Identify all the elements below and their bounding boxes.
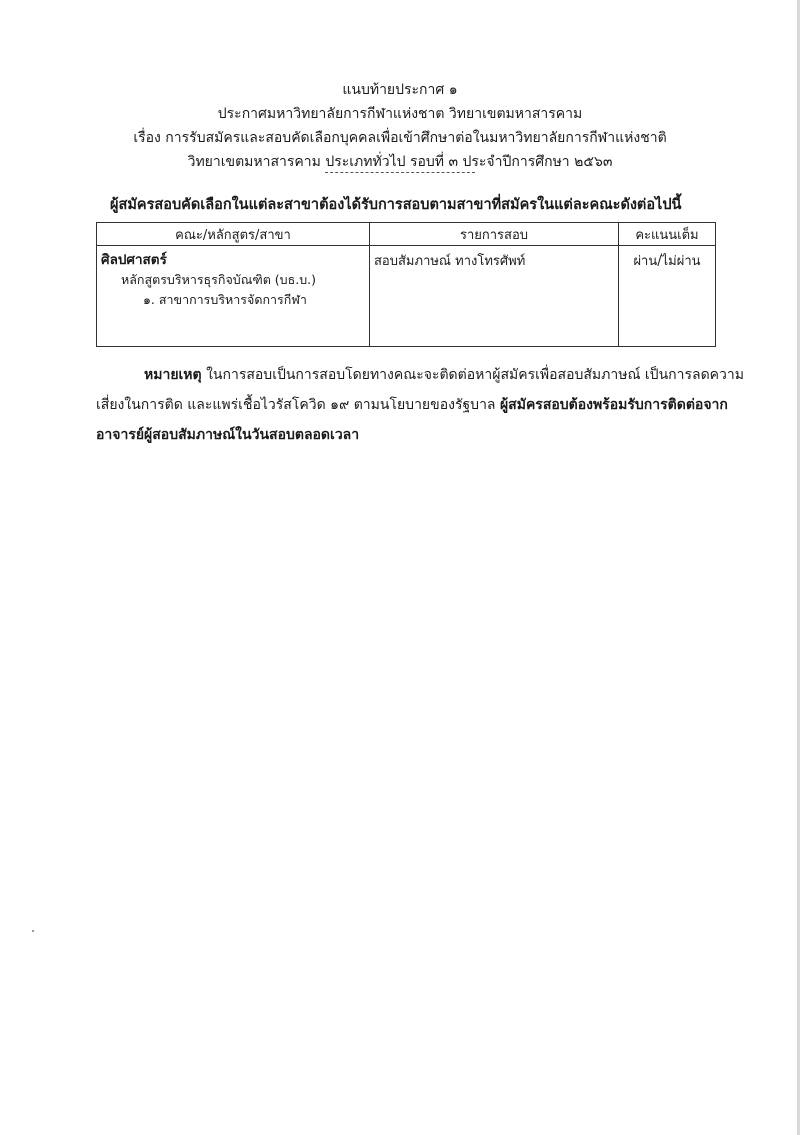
table-header-row (97, 223, 716, 246)
header-score: คะแนนเต็ม (619, 223, 716, 246)
faculty-cell (97, 246, 370, 347)
major-name: ๑. สาขาการบริหารจัดการกีฬา (143, 292, 307, 307)
exam-cell: สอบสัมภาษณ์ ทางโทรศัพท์ (370, 246, 619, 347)
faculty-name: ศิลปศาสตร์ (101, 252, 167, 268)
header-faculty: คณะ/หลักสูตร/สาขา (97, 223, 370, 246)
intro-text: ผู้สมัครสอบคัดเลือกในแต่ละสาขาต้องได้รับการสอบตามสาขาที่สมัครในแต่ละคณะดังต่อไปนี้ (110, 197, 682, 213)
score-cell: ผ่าน/ไม่ผ่าน (619, 246, 716, 347)
table-row (97, 246, 716, 347)
remark-section (96, 360, 744, 450)
announcement-subject: เรื่อง การรับสมัครและสอบคัดเลือกบุคคลเพื่อเข้าศึกษาต่อในมหาวิทยาลัยการกีฬาแห่งชาติ (133, 130, 667, 146)
remark-emphasis-1: ผู้สมัครสอบต้องพร้อมรับการติดต่อจาก (499, 397, 728, 413)
remark-text-2: เสี่ยงในการติด และแพร่เชื้อไวรัสโควิด ๑๙ ตามนโยบายของรัฐบาล (96, 397, 500, 413)
exam-table (96, 222, 716, 347)
scan-speck (32, 930, 34, 932)
program-name: หลักสูตรบริหารธุรกิจบัณฑิต (บธ.บ.) (121, 272, 316, 287)
header-divider (325, 172, 475, 173)
remark-text-1: ในการสอบเป็นการสอบโดยทางคณะจะติดต่อหาผู้สมัครเพื่อสอบสัมภาษณ์ เป็นการลดความ (201, 367, 744, 383)
remark-line-1 (96, 360, 744, 390)
remark-emphasis-2: อาจารย์ผู้สอบสัมภาษณ์ในวันสอบตลอดเวลา (96, 427, 360, 443)
header-exam: รายการสอบ (370, 223, 619, 246)
remark-line-2 (96, 390, 728, 420)
announcement-title: ประกาศมหาวิทยาลัยการกีฬาแห่งชาต วิทยาเขตมหาสารคาม (217, 106, 583, 122)
attachment-title: แนบท้ายประกาศ ๑ (342, 82, 458, 98)
announcement-subject-cont: วิทยาเขตมหาสารคาม ประเภททั่วไป รอบที่ ๓ ประจำปีการศึกษา ๒๕๖๓ (187, 154, 613, 170)
announcement-header (0, 78, 800, 174)
remark-line-3 (96, 420, 721, 450)
remark-label: หมายเหตุ (144, 367, 202, 383)
